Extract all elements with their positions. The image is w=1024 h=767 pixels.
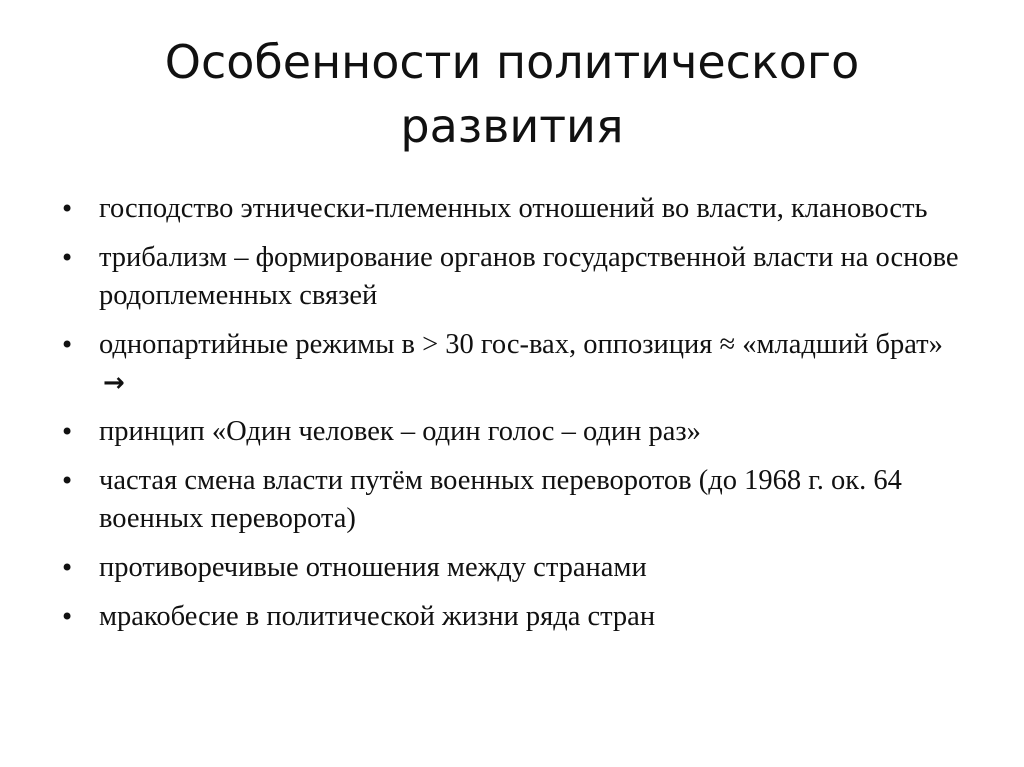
bullet-item bbox=[60, 413, 960, 451]
bullet-dot-icon: • bbox=[60, 603, 75, 631]
bullet-item bbox=[60, 326, 960, 402]
bullet-text: принцип «Один человек – один голос – один раз» bbox=[99, 416, 701, 447]
bullet-text: однопартийные режимы в > 30 гос-вах, оппозиция ≈ «младший брат» bbox=[99, 329, 943, 360]
bullet-item bbox=[60, 549, 960, 587]
bullet-list bbox=[60, 190, 960, 647]
bullet-text: противоречивые отношения между странами bbox=[99, 552, 647, 583]
bullet-item bbox=[60, 190, 960, 228]
bullet-item bbox=[60, 598, 960, 636]
bullet-dot-icon: • bbox=[60, 554, 75, 582]
bullet-dot-icon: • bbox=[60, 467, 75, 495]
slide-title: Особенности политического развития bbox=[164, 35, 860, 153]
bullet-item bbox=[60, 462, 960, 538]
bullet-dot-icon: • bbox=[60, 195, 75, 223]
bullet-text: частая смена власти путём военных переворотов (до 1968 г. ок. 64 военных переворота) bbox=[99, 465, 902, 534]
bullet-item bbox=[60, 239, 960, 315]
right-arrow-icon: → bbox=[103, 368, 125, 398]
bullet-text: трибализм – формирование органов государственной власти на основе родоплеменных связей bbox=[99, 242, 959, 311]
bullet-dot-icon: • bbox=[60, 244, 75, 272]
bullet-text: мракобесие в политической жизни ряда стран bbox=[99, 601, 656, 632]
bullet-text: господство этнически-племенных отношений во власти, клановость bbox=[99, 193, 928, 224]
bullet-dot-icon: • bbox=[60, 331, 75, 359]
bullet-dot-icon: • bbox=[60, 418, 75, 446]
